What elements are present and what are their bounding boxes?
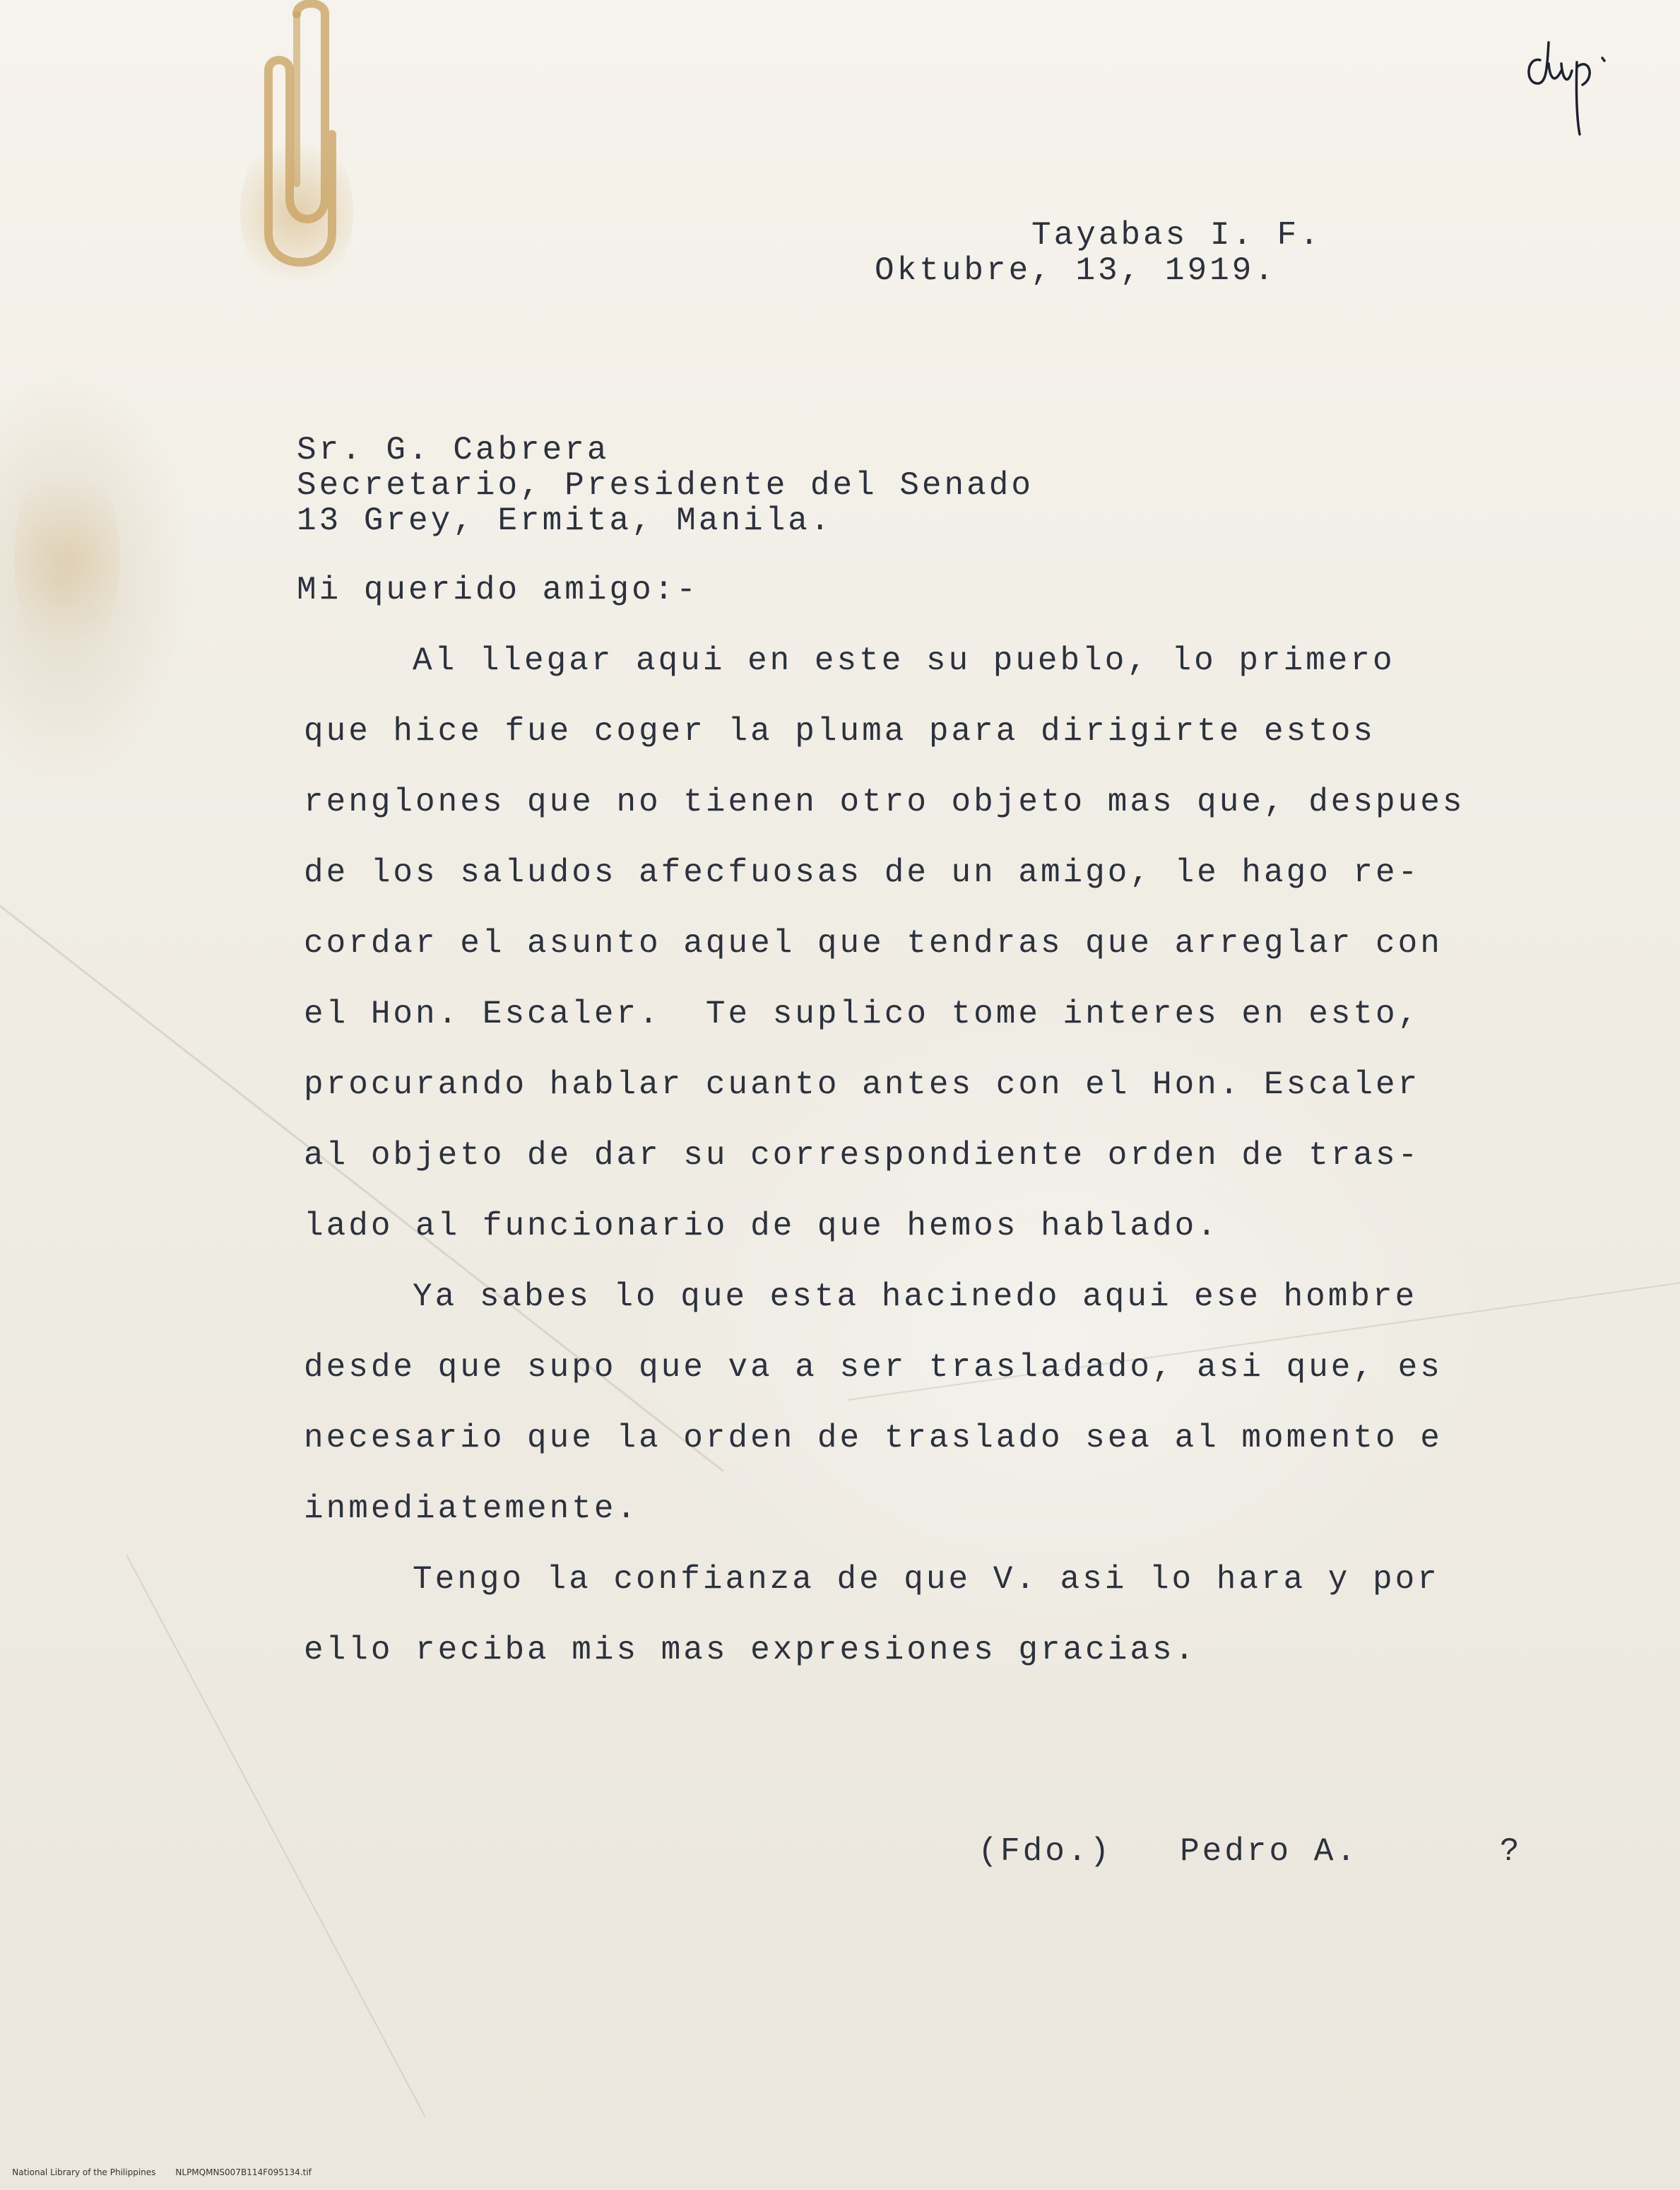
letter-place: Tayabas I. F. xyxy=(1031,217,1322,254)
handwritten-dup-note xyxy=(1519,28,1618,148)
body-line: que hice fue coger la pluma para dirigirte estos xyxy=(304,713,1376,750)
body-line: de los saludos afecfuosas de un amigo, le hago re- xyxy=(304,854,1421,891)
signature-fdo: (Fdo.) xyxy=(978,1833,1113,1870)
letter-date: Oktubre, 13, 1919. xyxy=(875,252,1277,289)
salutation: Mi querido amigo:- xyxy=(297,572,699,608)
body-line: desde que supo que va a ser trasladado, asi que, es xyxy=(304,1349,1443,1386)
footer-institution: National Library of the Philippines xyxy=(12,2167,156,2177)
addressee-name: Sr. G. Cabrera xyxy=(297,432,610,469)
paperclip-icon xyxy=(254,0,360,283)
addressee-address: 13 Grey, Ermita, Manila. xyxy=(297,502,833,539)
signature-name: Pedro A. xyxy=(1180,1833,1359,1870)
body-line: renglones que no tienen otro objeto mas que, despues xyxy=(304,784,1465,820)
paper-crease xyxy=(0,905,723,1472)
body-line: el Hon. Escaler. Te suplico tome interes en esto, xyxy=(304,996,1421,1032)
body-line: al objeto de dar su correspondiente orden de tras- xyxy=(304,1137,1421,1174)
body-line: lado al funcionario de que hemos hablado. xyxy=(304,1208,1219,1244)
body-line: cordar el asunto aquel que tendras que arreglar con xyxy=(304,925,1443,962)
body-line: Ya sabes lo que esta hacinedo aqui ese hombre xyxy=(413,1278,1418,1315)
signature-mark: ? xyxy=(1499,1833,1522,1870)
body-line: ello reciba mis mas expresiones gracias. xyxy=(304,1632,1197,1668)
archive-footer xyxy=(1,2157,331,2187)
signature-block xyxy=(889,1796,1522,1907)
footer-filename: NLPMQMNS007B114F095134.tif xyxy=(175,2167,312,2177)
body-line: necesario que la orden de traslado sea al momento e xyxy=(304,1420,1443,1456)
body-line: Tengo la confianza de que V. asi lo hara y por xyxy=(413,1561,1440,1598)
water-stain xyxy=(14,452,120,664)
body-line: Al llegar aqui en este su pueblo, lo primero xyxy=(413,642,1395,679)
body-line: inmediatemente. xyxy=(304,1490,639,1527)
addressee-title: Secretario, Presidente del Senado xyxy=(297,467,1034,504)
body-line: procurando hablar cuanto antes con el Hon. Escaler xyxy=(304,1066,1421,1103)
